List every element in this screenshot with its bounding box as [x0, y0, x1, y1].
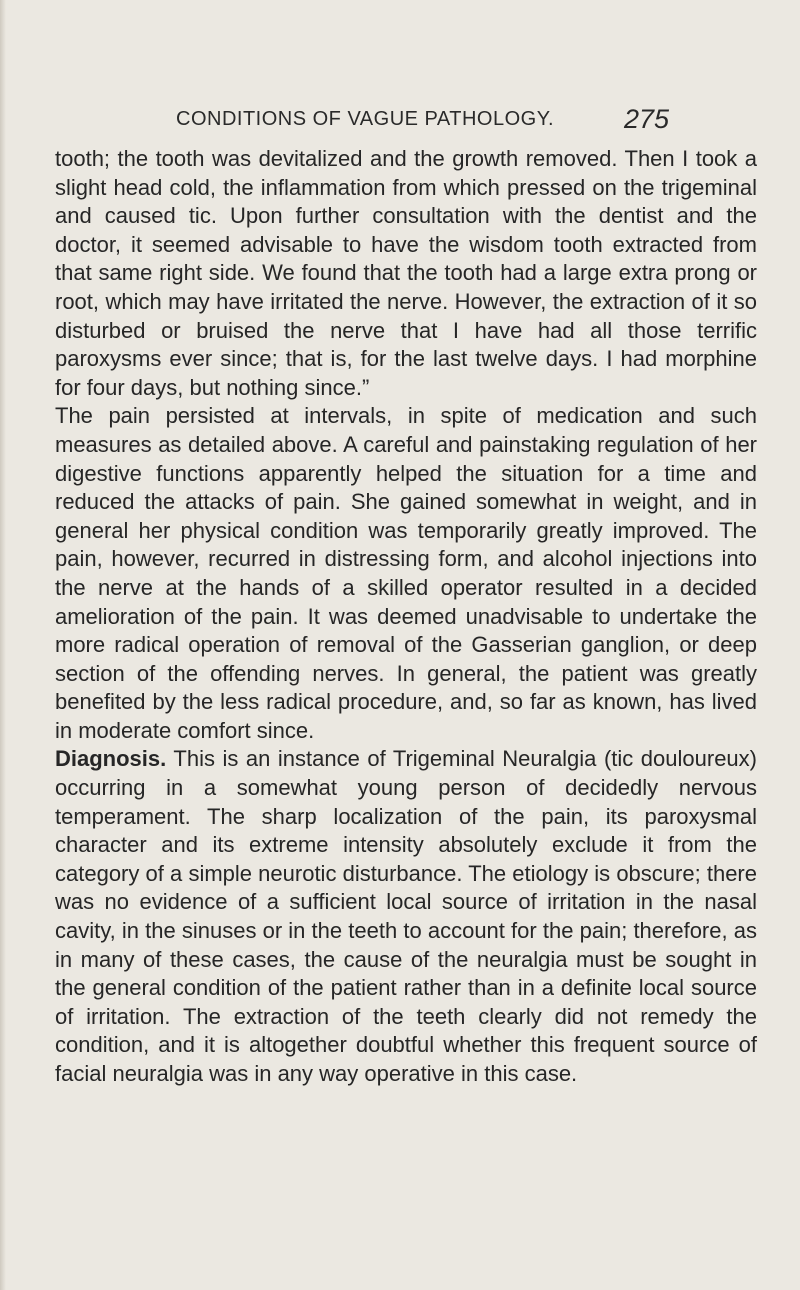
body-text [55, 145, 757, 1089]
paragraph: tooth; the tooth was devitalized and the growth removed. Then I took a slight head cold, the inflammation from which pressed on the trigeminal and caused tic. Upon further consultation with the dentist and the doctor, it seemed advisable to have the wisdom tooth extracted from that same right side. We found that the tooth had a large extra prong or root, which may have irritated the nerve. However, the extraction of it so disturbed or bruised the nerve that I have had all those terrific paroxysms ever since; that is, for the last twelve days. I had morphine for four days, but nothing since.” [55, 146, 757, 400]
paragraph [55, 745, 757, 1088]
page-number: 275 [624, 104, 670, 134]
page-edge-shadow [0, 0, 6, 1290]
page-header [0, 104, 800, 144]
diagnosis-heading: Diagnosis. [55, 746, 167, 772]
paragraph-text: This is an instance of Trigeminal Neuralgia (tic douloureux) occurring in a somewhat young person of decidedly nervous temperament. The sharp localization of the pain, its paroxysmal character and its extreme intensity absolutely exclude it from the category of a simple neurotic disturbance. The etiology is obscure; there was no evidence of a sufficient local source of irritation in the nasal cavity, in the sinuses or in the teeth to account for the pain; therefore, as in many of these cases, the cause of the neuralgia must be sought in the general condition of the patient rather than in a definite local source of irritation. The extraction of the teeth clearly did not remedy the condition, and it is altogether doubtful whether this frequent source of facial neuralgia was in any way operative in this case. [55, 746, 757, 1086]
paragraph: The pain persisted at intervals, in spite of medication and such measures as detailed above. A careful and painstaking regulation of her digestive functions apparently helped the situation for a time and reduced the attacks of pain. She gained somewhat in weight, and in general her physical condition was temporarily greatly improved. The pain, however, recurred in distressing form, and alcohol injections into the nerve at the hands of a skilled operator resulted in a decided amelioration of the pain. It was deemed unadvisable to undertake the more radical operation of removal of the Gasserian ganglion, or deep section of the offending nerves. In general, the patient was greatly benefited by the less radical procedure, and, so far as known, has lived in moderate comfort since. [55, 403, 757, 743]
running-head: CONDITIONS OF VAGUE PATHOLOGY. [176, 108, 555, 130]
